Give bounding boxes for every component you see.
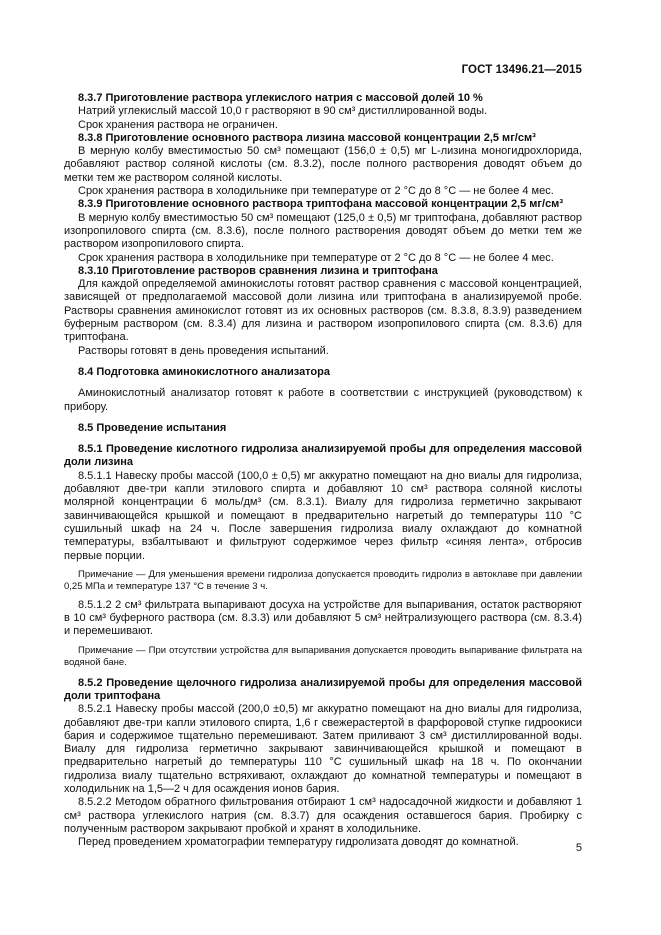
section-heading: 8.3.7 Приготовление раствора углекислого натрия с массовой долей 10 % [78, 92, 483, 104]
section-heading: 8.5.2 Проведение щелочного гидролиза анализируемой пробы для определения массовой доли триптофана [64, 676, 582, 702]
section-heading: 8.3.9 Приготовление основного раствора триптофана массовой концентрации 2,5 мг/см³ [78, 198, 563, 211]
body-paragraph: 8.5.2.1 Навеску пробы массой (200,0 ±0,5) мг аккуратно помещают на дно виалы для гидролиза, добавляют две-три капли этилового спирта, 1,6 г свежерастертой в фарфоровой ступке гидроокиси бария и содержимое тщательно перемешивают. Затем приливают 3 см³ дистиллированной воды. Виалу для гидролиза герметично закрывают завинчивающейся крышкой и помещают в предварительно нагретый до температуры 110 °С сушильный шкаф на 18 ч. По окончании гидролиза виалу тщательно встряхивают, охлаждают до комнатной температуры и помещают в холодильник на 1,5—2 ч для осаждения ионов бария. [64, 703, 582, 796]
spacer [64, 358, 582, 366]
body-paragraph: В мерную колбу вместимостью 50 см³ помещают (156,0 ± 0,5) мг L-лизина моногидрохлорида, добавляют раствор соляной кислоты (см. 8.3.2), после полного растворения доводят объем до метки тем же раствором соляной кислоты. [64, 145, 582, 184]
spacer [64, 669, 582, 677]
body-paragraph: Аминокислотный анализатор готовят к работе в соответствии с инструкцией (руководством) к прибору. [64, 387, 582, 413]
page-number: 5 [575, 842, 582, 854]
note-paragraph: Примечание — При отсутствии устройства для выпаривания допускается проводить выпаривание фильтрата на водяной бане. [64, 644, 582, 668]
spacer [64, 414, 582, 422]
section-heading: 8.5.1 Проведение кислотного гидролиза анализируемой пробы для определения массовой доли лизина [64, 443, 582, 469]
section-heading: 8.3.8 Приготовление основного раствора лизина массовой концентрации 2,5 мг/см³ [78, 131, 536, 144]
section-heading: 8.4 Подготовка аминокислотного анализатора [78, 365, 330, 378]
body-paragraph: Перед проведением хроматографии температуру гидролизата доводят до комнатной. [78, 836, 519, 849]
body-paragraph: Срок хранения раствора в холодильнике при температуре от 2 °С до 8 °С — не более 4 мес. [78, 251, 554, 264]
body-paragraph: 8.5.1.1 Навеску пробы массой (100,0 ± 0,5) мг аккуратно помещают на дно виалы для гидролиза, добавляют две-три капли этилового спирта и добавляют 10 см³ раствора соляной кислоты молярной концентрации 6 моль/дм³ (см. 8.3.1). Виалу для гидролиза герметично закрывают завинчивающейся крышкой и помещают в предварительно нагретый до температуры 110 °С сушильный шкаф на 24 ч. После завершения гидролиза виалу охлаждают до комнатной температуры, взбалтывают и фильтруют содержимое через фильтр «синяя лента», отбросив первые порции. [64, 469, 582, 562]
section-heading: 8.3.10 Приготовление растворов сравнения лизина и триптофана [78, 264, 438, 277]
body-paragraph: Растворы готовят в день проведения испытаний. [78, 344, 329, 357]
body-paragraph: Срок хранения раствора в холодильнике при температуре от 2 °С до 8 °С — не более 4 мес. [78, 185, 554, 198]
section-heading: 8.5 Проведение испытания [78, 421, 227, 434]
note-paragraph: Примечание — Для уменьшения времени гидролиза допускается проводить гидролиз в автоклаве при давлении 0,25 МПа и температуре 137 °С в течение 3 ч. [64, 568, 582, 592]
spacer [64, 435, 582, 443]
document-body [64, 92, 582, 850]
body-paragraph: 8.5.2.2 Методом обратного фильтрования отбирают 1 см³ надосадочной жидкости и добавляют 1 см³ раствора углекислого натрия (см. 8.3.7) для осаждения оставшегося бария. Пробирку с полученным раствором закрывают пробкой и хранят в холодильнике. [64, 796, 582, 835]
standard-header: ГОСТ 13496.21—2015 [461, 64, 582, 76]
body-paragraph: Натрий углекислый массой 10,0 г растворяют в 90 см³ дистиллированной воды. [78, 105, 488, 118]
body-paragraph: В мерную колбу вместимостью 50 см³ помещают (125,0 ± 0,5) мг триптофана, добавляют раствор изопропилового спирта (см. 8.3.6), после полного растворения доводят объем до метки тем же раствором изопропилового спирта. [64, 211, 582, 251]
spacer [64, 379, 582, 387]
body-paragraph: 8.5.1.2 2 см³ фильтрата выпаривают досуха на устройстве для выпаривания, остаток растворяют в 10 см³ буферного раствора (см. 8.3.3) или добавляют 5 см³ нейтрализующего раствора (см. 8.3.4) и перемешивают. [64, 598, 582, 638]
body-paragraph: Срок хранения раствора не ограничен. [78, 118, 278, 131]
body-paragraph: Для каждой определяемой аминокислоты готовят раствор сравнения с массовой концентрацией, зависящей от предполагаемой массовой доли лизина или триптофана в анализируемой пробе. Растворы сравнения аминокислот готовят из их основных растворов (см. 8.3.8, 8.3.9) разведением буферным раствором (см. 8.3.4) для лизина и раствором изопропилового спирта (см. 8.3.6) для триптофана. [64, 278, 582, 344]
